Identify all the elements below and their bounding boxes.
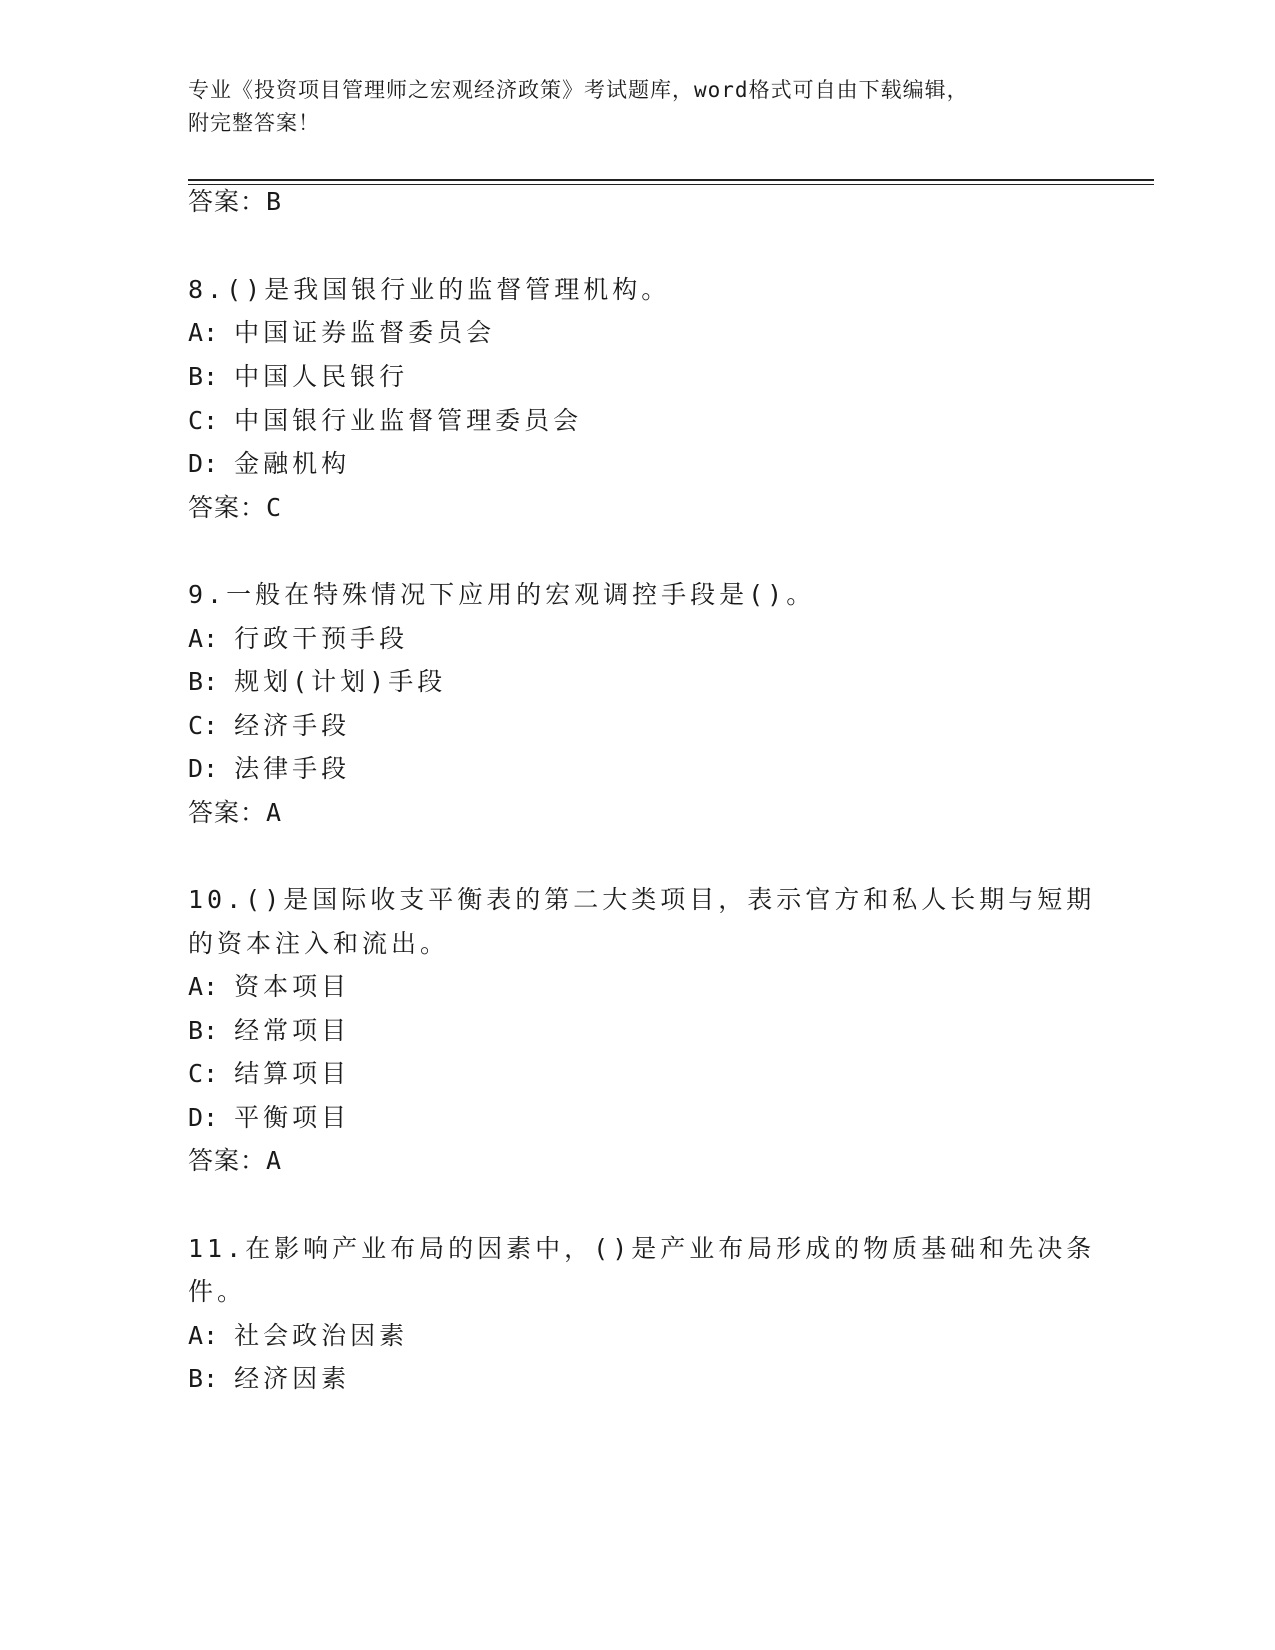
header-line-1: 专业《投资项目管理师之宏观经济政策》考试题库，word格式可自由下载编辑， (188, 78, 969, 102)
question-10-option-b: B: 经常项目 (188, 1016, 351, 1045)
question-8-answer: 答案：C (188, 493, 283, 522)
header-divider-thin (188, 184, 1154, 185)
question-11-stem-line-1: 11.在影响产业布局的因素中，()是产业布局形成的物质基础和先决条 (188, 1234, 1096, 1263)
question-9-option-a: A: 行政干预手段 (188, 624, 409, 653)
question-8-stem: 8.()是我国银行业的监督管理机构。 (188, 275, 671, 304)
document-header (188, 74, 1088, 140)
header-line-2: 附完整答案！ (188, 111, 320, 135)
question-8-option-c: C: 中国银行业监督管理委员会 (188, 406, 583, 435)
question-11-option-b: B: 经济因素 (188, 1364, 351, 1393)
question-8-option-d: D: 金融机构 (188, 449, 351, 478)
question-10-option-d: D: 平衡项目 (188, 1103, 351, 1132)
question-10-answer: 答案：A (188, 1146, 283, 1175)
question-9-stem: 9.一般在特殊情况下应用的宏观调控手段是()。 (188, 580, 816, 609)
question-10-option-a: A: 资本项目 (188, 972, 351, 1001)
question-9-option-b: B: 规划(计划)手段 (188, 667, 447, 696)
question-10-stem-line-1: 10.()是国际收支平衡表的第二大类项目，表示官方和私人长期与短期 (188, 885, 1096, 914)
question-9-option-d: D: 法律手段 (188, 754, 351, 783)
header-divider-thick (188, 179, 1154, 181)
question-10-stem-line-2: 的资本注入和流出。 (188, 929, 450, 958)
question-10-option-c: C: 结算项目 (188, 1059, 351, 1088)
question-9-answer: 答案：A (188, 798, 283, 827)
question-11-stem-line-2: 件。 (188, 1277, 247, 1306)
previous-answer: 答案：B (188, 187, 283, 216)
question-8-option-b: B: 中国人民银行 (188, 362, 409, 391)
question-8-option-a: A: 中国证券监督委员会 (188, 318, 496, 347)
question-11-option-a: A: 社会政治因素 (188, 1321, 409, 1350)
question-9-option-c: C: 经济手段 (188, 711, 351, 740)
